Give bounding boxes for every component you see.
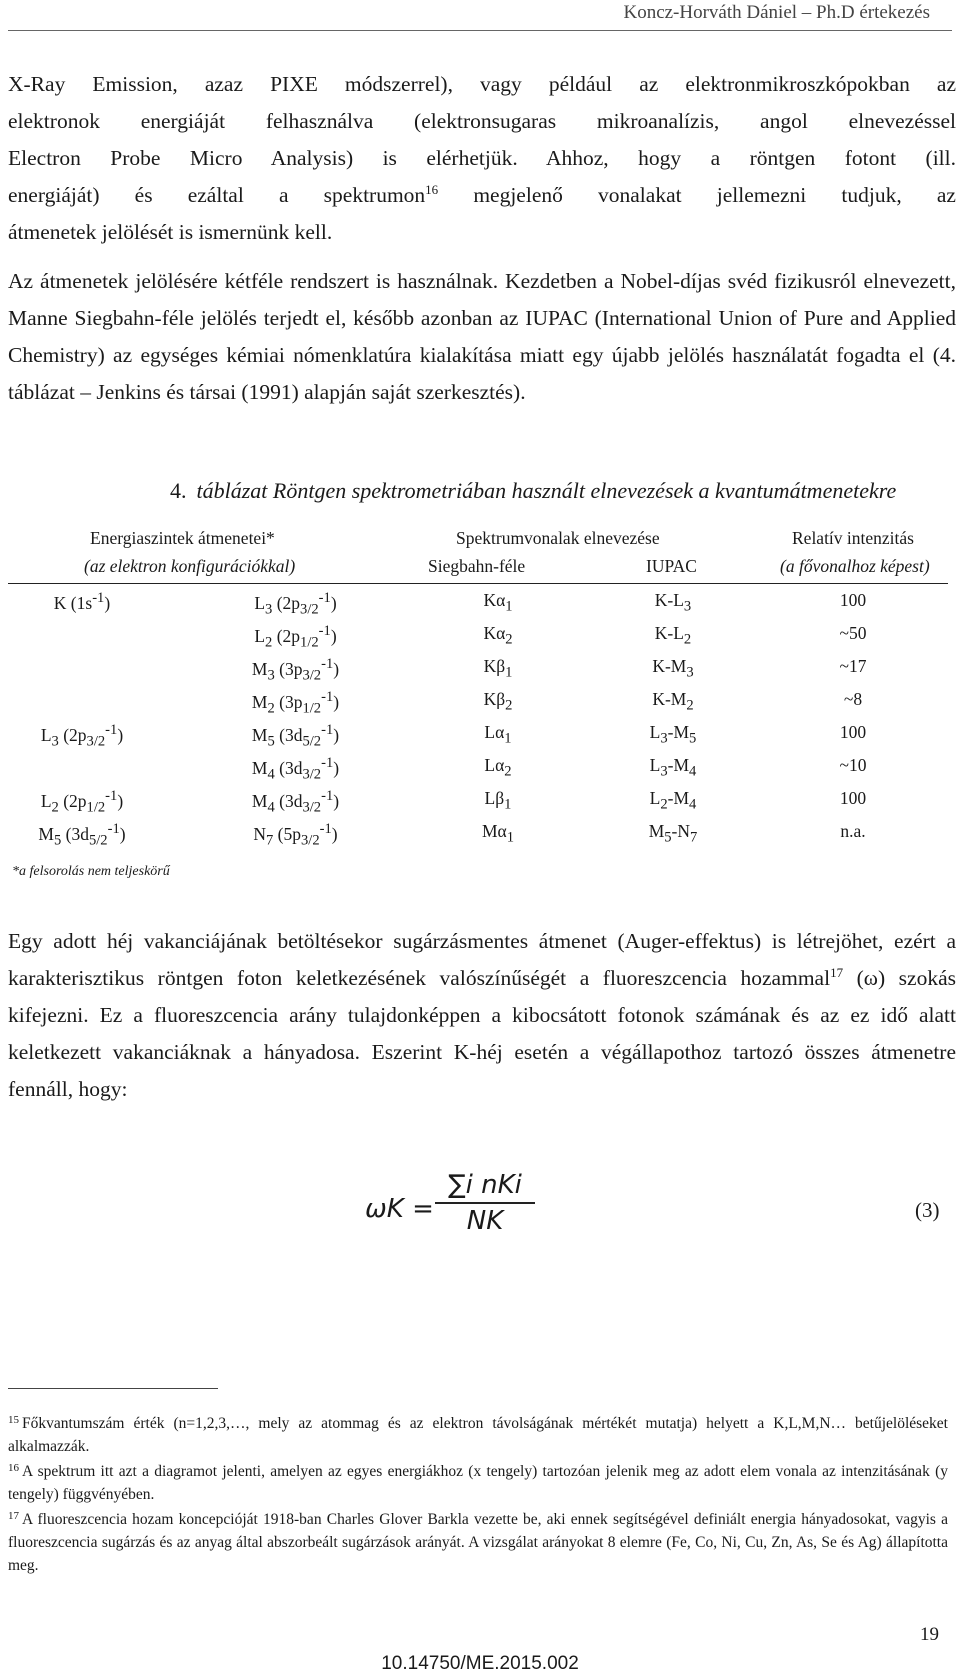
cell-intensity: 100 (839, 722, 867, 742)
transition-table (8, 528, 948, 848)
cell-siegbahn: $K\beta_2$ (483, 689, 513, 714)
cell-final-state: $M_5$ $(3d_{5/2}^{-1})$ (251, 722, 340, 750)
cell-siegbahn: $L\alpha_1$ (484, 722, 512, 747)
footnote-marker: 16 (8, 1462, 19, 1474)
header-intensity: Relatív intenzitás (792, 528, 914, 548)
cell-initial-state: K $(1s^{-1})$ (53, 590, 111, 613)
table-note: *a felsorolás nem teljeskörű (12, 864, 170, 879)
header-energy-sub: (az elektron konfigurációkkal) (84, 556, 296, 576)
cell-siegbahn: $K\beta_1$ (483, 656, 513, 681)
intro-line-4a: energiáját) és ezáltal a spektrumon (8, 183, 426, 207)
cell-final-state: $M_4$ $(3d_{3/2}^{-1})$ (251, 755, 340, 783)
footnote-text: A spektrum itt azt a diagramot jelenti, amelyen az egyes energiákhoz (x tengely) tartozóan jelenik meg az adott elem vonala az intenzitásának (y tengely) függvényében. (8, 1463, 948, 1503)
cell-intensity: 100 (839, 590, 867, 610)
equation-fraction (435, 1170, 535, 1236)
cell-iupac: $K-L_2$ (654, 623, 692, 648)
cell-iupac: $L_2-M_4$ (649, 788, 697, 813)
cell-final-state: $M_3$ $(3p_{3/2}^{-1})$ (251, 656, 340, 684)
cell-iupac: $K-L_3$ (654, 590, 692, 615)
cell-final-state: $L_3$ $(2p_{3/2}^{-1})$ (254, 590, 337, 618)
footnotes (8, 1412, 948, 1579)
cell-final-state: $L_2$ $(2p_{1/2}^{-1})$ (254, 623, 337, 651)
table-row (8, 815, 948, 848)
footnote-ref-17[interactable]: 17 (830, 965, 844, 980)
cell-siegbahn: $M\alpha_1$ (481, 821, 515, 846)
doi-footer: 10.14750/ME.2015.002 (381, 1653, 579, 1674)
fluorescence-text-a: Egy adott héj vakanciájának betöltésekor sugárzásmentes átmenet (Auger-effektus) is létrejöhet, ezért a karakterisztikus röntgen foton keletkezésének valószínűségét a fluoreszcencia hozammal (8, 929, 956, 990)
cell-intensity: n.a. (840, 821, 866, 841)
notation-text: Az átmenetek jelölésére kétféle rendszert is használnak. Kezdetben a Nobel-díjas svéd fizikusról elnevezett, Manne Siegbahn-féle jelölés terjedt el, később azonban az IUPAC (International Union of Pure and Applied Chemistry) az egységes kémiai nómenklatúra kialakítása miatt egy újabb jelölés használatát fogadta el (4. táblázat – Jenkins és társai (1991) alapján saját szerkesztés). (8, 269, 956, 404)
footnote-ref-16[interactable]: 16 (425, 182, 439, 197)
cell-initial-state: $L_3$ $(2p_{3/2}^{-1})$ (40, 722, 124, 750)
running-title: Koncz-Horváth Dániel – Ph.D értekezés (623, 2, 930, 23)
table-caption-number: 4. (170, 478, 187, 503)
cell-intensity: ~50 (839, 623, 867, 643)
cell-siegbahn: $L\alpha_2$ (484, 755, 512, 780)
table-body (8, 584, 948, 848)
cell-intensity: ~8 (843, 689, 863, 709)
table-row (8, 683, 948, 716)
header-intensity-sub: (a fővonalhoz képest) (780, 556, 930, 576)
header-energy-levels: Energiaszintek átmenetei* (90, 528, 275, 548)
footnote-17 (8, 1508, 948, 1577)
cell-siegbahn: $K\alpha_2$ (483, 623, 513, 648)
notation-paragraph (8, 263, 956, 411)
table-row (8, 716, 948, 749)
table-header (8, 528, 948, 584)
footnote-marker: 15 (8, 1414, 19, 1426)
page-number: 19 (920, 1624, 939, 1645)
cell-intensity: ~10 (839, 755, 867, 775)
cell-final-state: $N_7$ $(5p_{3/2}^{-1})$ (253, 821, 338, 849)
cell-final-state: $M_4$ $(3d_{3/2}^{-1})$ (251, 788, 340, 816)
cell-iupac: $K-M_3$ (652, 656, 694, 681)
table-row (8, 749, 948, 782)
cell-iupac: $L_3-M_4$ (649, 755, 697, 780)
intro-line-3: Electron Probe Micro Analysis) is elérhetjük. Ahhoz, hogy a röntgen fotont (ill. (8, 146, 956, 170)
table-caption (170, 478, 896, 504)
footnote-marker: 17 (8, 1510, 19, 1522)
cell-intensity: ~17 (839, 656, 867, 676)
table-row (8, 650, 948, 683)
header-spectral-lines: Spektrumvonalak elnevezése (456, 528, 660, 548)
equation-lhs: ωK = (365, 1194, 434, 1224)
footnote-separator (8, 1388, 218, 1389)
intro-paragraph (8, 66, 956, 251)
footnote-15 (8, 1412, 948, 1458)
cell-iupac: $L_3-M_5$ (649, 722, 697, 747)
table-caption-text: táblázat Röntgen spektrometriában használt elnevezések a kvantumátmenetekre (196, 478, 897, 503)
intro-line-1: X-Ray Emission, azaz PIXE módszerrel), vagy például az elektronmikroszkópokban az (8, 72, 956, 96)
intro-line-5: átmenetek jelölését is ismernünk kell. (8, 220, 333, 244)
equation-number: (3) (915, 1198, 940, 1222)
equation-denominator: NK (466, 1206, 504, 1236)
intro-line-4b: megjelenő vonalakat jellemezni tudjuk, az (438, 183, 956, 207)
intro-line-2: elektronok energiáját felhasználva (elektronsugaras mikroanalízis, angol elnevezéssel (8, 109, 956, 133)
header-siegbahn: Siegbahn-féle (428, 556, 526, 576)
footnote-text: A fluoreszcencia hozam koncepcióját 1918-ban Charles Glover Barkla vezette be, aki ennek segítségével definiált energia hányadosokat, vagyis a fluoreszcencia sugárzás és az anyag által abszorbeált sugárzások arányát. A vizsgálat arányokat 8 elemre (Fe, Co, Ni, Cu, Zn, As, Se és Ag) állapította meg. (8, 1511, 948, 1574)
table-row (8, 617, 948, 650)
equation-numerator: ∑i nKi (448, 1170, 522, 1200)
header-rule (8, 30, 952, 31)
cell-final-state: $M_2$ $(3p_{1/2}^{-1})$ (251, 689, 340, 717)
fraction-bar (435, 1202, 535, 1204)
fluorescence-paragraph (8, 923, 956, 1108)
cell-intensity: 100 (839, 788, 867, 808)
footnote-16 (8, 1460, 948, 1506)
footnote-text: Főkvantumszám érték (n=1,2,3,…, mely az atommag és az elektron távolságának mértékét mutatja) helyett a K,L,M,N… betűjelöléseket alkalmazzák. (8, 1415, 948, 1455)
fluorescence-text (8, 923, 956, 1108)
intro-line-4 (8, 177, 956, 214)
cell-iupac: $K-M_2$ (652, 689, 694, 714)
cell-siegbahn: $L\beta_1$ (484, 788, 512, 813)
header-iupac: IUPAC (646, 556, 697, 576)
cell-initial-state: $M_5$ $(3d_{5/2}^{-1})$ (38, 821, 126, 849)
cell-siegbahn: $K\alpha_1$ (483, 590, 513, 615)
cell-iupac: $M_5-N_7$ (648, 821, 698, 846)
table-row (8, 782, 948, 815)
fluorescence-text-b: (ω) szokás kifejezni. Ez a fluoreszcencia arány tulajdonképpen a kibocsátott fotonok számának és az ez idő alatt keletkezett vakanciáknak a hányadosa. Eszerint K-héj esetén a végállapothoz tartozó összes átmenetre fennáll, hogy: (8, 966, 956, 1101)
cell-initial-state: $L_2$ $(2p_{1/2}^{-1})$ (40, 788, 124, 816)
table-row (8, 584, 948, 617)
